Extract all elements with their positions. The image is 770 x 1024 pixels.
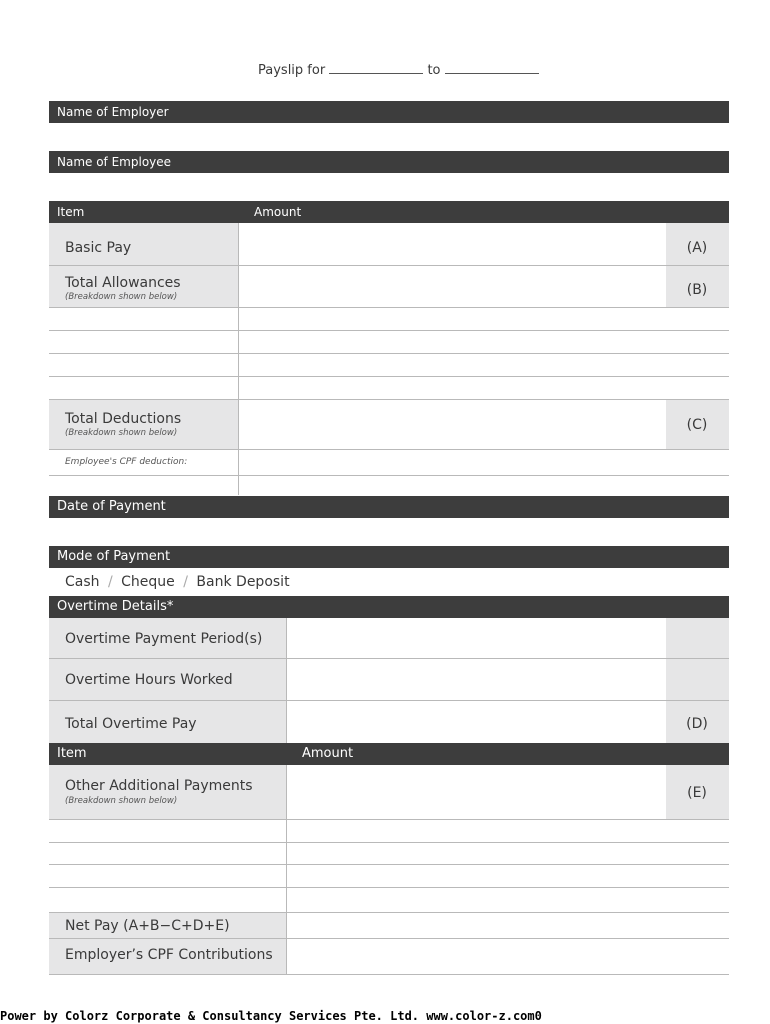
table2-row-line <box>49 938 729 939</box>
basic-pay-label: Basic Pay <box>65 240 132 256</box>
table1-row-line <box>49 449 729 450</box>
mode-cash[interactable]: Cash <box>65 574 100 590</box>
table1-col-item: Item <box>57 205 85 219</box>
table1-row-line <box>49 353 729 354</box>
table2-divider <box>286 765 287 974</box>
table2-col-item: Item <box>57 746 87 761</box>
table2-row-line <box>49 864 729 865</box>
allowances-breakdown-note: (Breakdown shown below) <box>65 292 178 302</box>
table2-row-line <box>49 912 729 913</box>
mode-bank-deposit[interactable]: Bank Deposit <box>196 574 290 590</box>
table1-row-line <box>49 307 729 308</box>
other-payments-label: Other Additional Payments <box>65 778 253 794</box>
overtime-row-line <box>49 658 729 659</box>
table1-divider <box>238 223 239 495</box>
basic-pay-code: (A) <box>686 240 708 256</box>
table1-row-line <box>49 265 729 266</box>
payslip-title <box>258 61 539 78</box>
table1-row-line <box>49 475 729 476</box>
period-end-field[interactable] <box>445 61 539 74</box>
employee-name-field[interactable] <box>49 173 729 199</box>
ot-period-label: Overtime Payment Period(s) <box>65 631 263 647</box>
date-of-payment-field[interactable] <box>49 518 729 544</box>
mode-separator: / <box>183 574 188 590</box>
ot-hours-label: Overtime Hours Worked <box>65 672 233 688</box>
table1-col-amount: Amount <box>254 205 302 219</box>
mode-options <box>65 574 290 590</box>
table2-row-line <box>49 974 729 975</box>
overtime-details-bar: Overtime Details* <box>49 596 729 618</box>
mode-of-payment-bar: Mode of Payment <box>49 546 729 568</box>
ot-total-label: Total Overtime Pay <box>65 716 197 732</box>
table2-col-amount: Amount <box>302 746 354 761</box>
table2-row-line <box>49 887 729 888</box>
other-payments-code: (E) <box>687 785 707 801</box>
employer-name-field[interactable] <box>49 123 729 149</box>
allowances-code: (B) <box>686 282 708 298</box>
overtime-row-line <box>49 700 729 701</box>
total-deductions-label: Total Deductions <box>65 411 182 427</box>
employer-cpf-label: Employer’s CPF Contributions <box>65 947 273 963</box>
table2-row-line <box>49 819 729 820</box>
deductions-breakdown-note: (Breakdown shown below) <box>65 428 178 438</box>
net-pay-label: Net Pay (A+B−C+D+E) <box>65 918 230 934</box>
total-allowances-label: Total Allowances <box>65 275 181 291</box>
table1-row-line <box>49 376 729 377</box>
table1-row-line <box>49 330 729 331</box>
deductions-code: (C) <box>686 417 708 433</box>
mode-cheque[interactable]: Cheque <box>121 574 175 590</box>
table1-header <box>49 201 729 223</box>
period-start-field[interactable] <box>329 61 423 74</box>
payslip-for-label: Payslip for <box>258 63 326 78</box>
cpf-deduction-label: Employee's CPF deduction: <box>65 457 188 467</box>
ot-hours-code-cell <box>666 659 729 700</box>
table2-header <box>49 743 729 765</box>
mode-separator: / <box>107 574 113 590</box>
ot-period-code-cell <box>666 618 729 658</box>
to-label: to <box>427 63 441 78</box>
date-of-payment-bar: Date of Payment <box>49 496 729 518</box>
overtime-divider <box>286 618 287 743</box>
table2-row-line <box>49 842 729 843</box>
table1-row-line <box>49 399 729 400</box>
other-payments-breakdown-note: (Breakdown shown below) <box>65 796 178 806</box>
employer-name-bar: Name of Employer <box>49 101 729 123</box>
footer-credit: Power by Colorz Corporate & Consultancy Services Pte. Ltd. www.color-z.com0 <box>0 1009 542 1023</box>
employee-name-bar: Name of Employee <box>49 151 729 173</box>
ot-total-code: (D) <box>686 716 708 732</box>
